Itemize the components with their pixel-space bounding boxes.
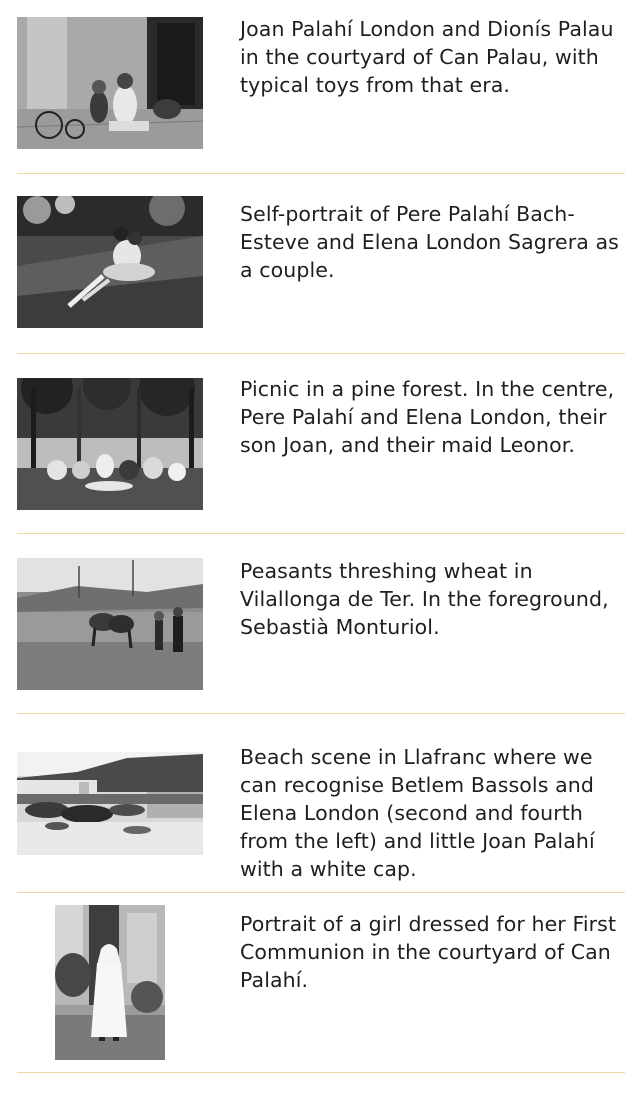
photo-caption: Portrait of a girl dressed for her First Communion in the courtyard of Can Palahí. [240, 912, 617, 992]
divider [17, 713, 625, 714]
divider [17, 892, 625, 893]
llafranc-beach-photo[interactable] [17, 752, 203, 855]
divider [17, 1072, 625, 1073]
couple-hillside-photo[interactable] [17, 196, 203, 328]
photo-caption: Joan Palahí London and Dionís Palau in the courtyard of Can Palau, with typical toys from that era. [240, 17, 614, 97]
pine-forest-picnic-photo[interactable] [17, 378, 203, 510]
divider [17, 173, 625, 174]
divider [17, 533, 625, 534]
photo-caption: Picnic in a pine forest. In the centre, Pere Palahí and Elena London, their son Joan, and their maid Leonor. [240, 377, 615, 457]
wheat-threshing-photo[interactable] [17, 558, 203, 690]
courtyard-boys-photo[interactable] [17, 17, 203, 149]
divider [17, 353, 625, 354]
first-communion-photo[interactable] [55, 905, 165, 1060]
photo-caption: Beach scene in Llafranc where we can recognise Betlem Bassols and Elena London (second and fourth from the left) and little Joan Palahí with a white cap. [240, 745, 595, 881]
photo-caption: Peasants threshing wheat in Vilallonga de Ter. In the foreground, Sebastià Monturiol. [240, 559, 609, 639]
photo-caption: Self-portrait of Pere Palahí Bach-Esteve and Elena London Sagrera as a couple. [240, 202, 619, 282]
